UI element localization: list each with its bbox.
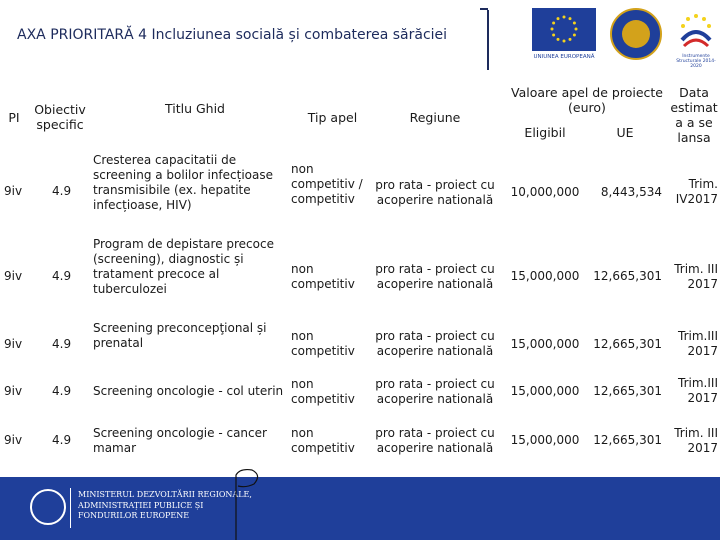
header-eligibil: Eligibil: [524, 125, 566, 140]
row2-titlu: Program de depistare precoce (screening), diagnostic și tratament precoce al tuberculozei: [93, 237, 274, 296]
row2-ue: 12,665,301: [593, 269, 662, 283]
row2-tip: non competitiv: [291, 262, 355, 291]
header-tip: Tip apel: [307, 110, 358, 125]
row3-titlu: Screening preconcepţional și prenatal: [93, 321, 267, 350]
row4-ue: 12,665,301: [593, 384, 662, 398]
page-title: AXA PRIORITARĂ 4 Incluziunea socială și combaterea sărăciei: [17, 27, 448, 43]
row3-ue: 12,665,301: [593, 337, 662, 351]
row4-eligibil: 15,000,000: [510, 384, 580, 398]
row1-data: Trim. IV2017: [675, 177, 718, 206]
row2-pi: 9iv: [4, 269, 23, 283]
row1-titlu: Cresterea capacitatii de screening a bolilor infecțioase transmisibile (ex. hepatite infecțioase, HIV): [93, 153, 273, 212]
row5-ue: 12,665,301: [593, 433, 662, 447]
row5-data: Trim. III 2017: [674, 426, 718, 455]
row2-os: 4.9: [52, 269, 72, 283]
title-divider: [487, 10, 489, 70]
header-valoare: Valoare apel de proiecte (euro): [511, 85, 663, 115]
ministry-line-1: MINISTERUL DEZVOLTĂRII REGIONALE,: [78, 490, 252, 499]
row4-data: Trim.III 2017: [678, 376, 718, 405]
row1-pi: 9iv: [4, 184, 23, 198]
ministry-line-2: ADMINISTRAȚIEI PUBLICE ȘI: [78, 500, 204, 510]
ministry-emblem-icon: [30, 489, 66, 525]
row1-eligibil: 10,000,000: [510, 185, 580, 199]
row1-tip: non competitiv / competitiv: [291, 162, 363, 206]
row3-data: Trim.III 2017: [678, 329, 718, 358]
header-data: Data estimat a a se lansa: [670, 85, 718, 145]
ministry-line-3: FONDURILOR EUROPENE: [78, 511, 190, 520]
structural-instruments-caption: Instrumente Structurale 2014-2020: [676, 54, 716, 69]
row1-ue: 8,443,534: [600, 185, 662, 199]
row2-regiune: pro rata - proiect cu acoperire natională: [375, 262, 495, 291]
row2-eligibil: 15,000,000: [510, 269, 580, 283]
row5-eligibil: 15,000,000: [510, 433, 580, 447]
header-obiectiv: Obiectiv specific: [34, 102, 86, 132]
row5-os: 4.9: [52, 433, 72, 447]
row3-tip: non competitiv: [291, 329, 355, 358]
header-regiune: Regiune: [409, 110, 461, 125]
row4-os: 4.9: [52, 384, 72, 398]
row4-pi: 9iv: [4, 384, 23, 398]
row4-titlu: Screening oncologie - col uterin: [93, 384, 284, 398]
ministry-name: [78, 490, 252, 522]
row1-regiune: pro rata - proiect cu acoperire natională: [375, 178, 495, 207]
row4-regiune: pro rata - proiect cu acoperire natională: [375, 377, 495, 406]
structural-instruments-logo: [672, 10, 720, 68]
header-ue: UE: [616, 125, 634, 140]
government-seal-logo: [610, 8, 662, 60]
row5-regiune: pro rata - proiect cu acoperire natională: [375, 426, 495, 455]
row4-tip: non competitiv: [291, 377, 355, 406]
row3-eligibil: 15,000,000: [510, 337, 580, 351]
eu-flag-logo: [532, 8, 596, 66]
row3-pi: 9iv: [4, 337, 23, 351]
row1-os: 4.9: [52, 184, 72, 198]
header-titlu: Titlu Ghid: [164, 101, 225, 116]
header-pi: PI: [8, 110, 20, 125]
row2-data: Trim. III 2017: [674, 262, 718, 291]
row3-os: 4.9: [52, 337, 72, 351]
row5-tip: non competitiv: [291, 426, 355, 455]
eu-caption: UNIUNEA EUROPEANĂ: [533, 54, 595, 60]
row5-titlu: Screening oncologie - cancer mamar: [93, 426, 267, 455]
row5-pi: 9iv: [4, 433, 23, 447]
row3-regiune: pro rata - proiect cu acoperire natională: [375, 329, 495, 358]
footer-divider: [70, 488, 71, 528]
